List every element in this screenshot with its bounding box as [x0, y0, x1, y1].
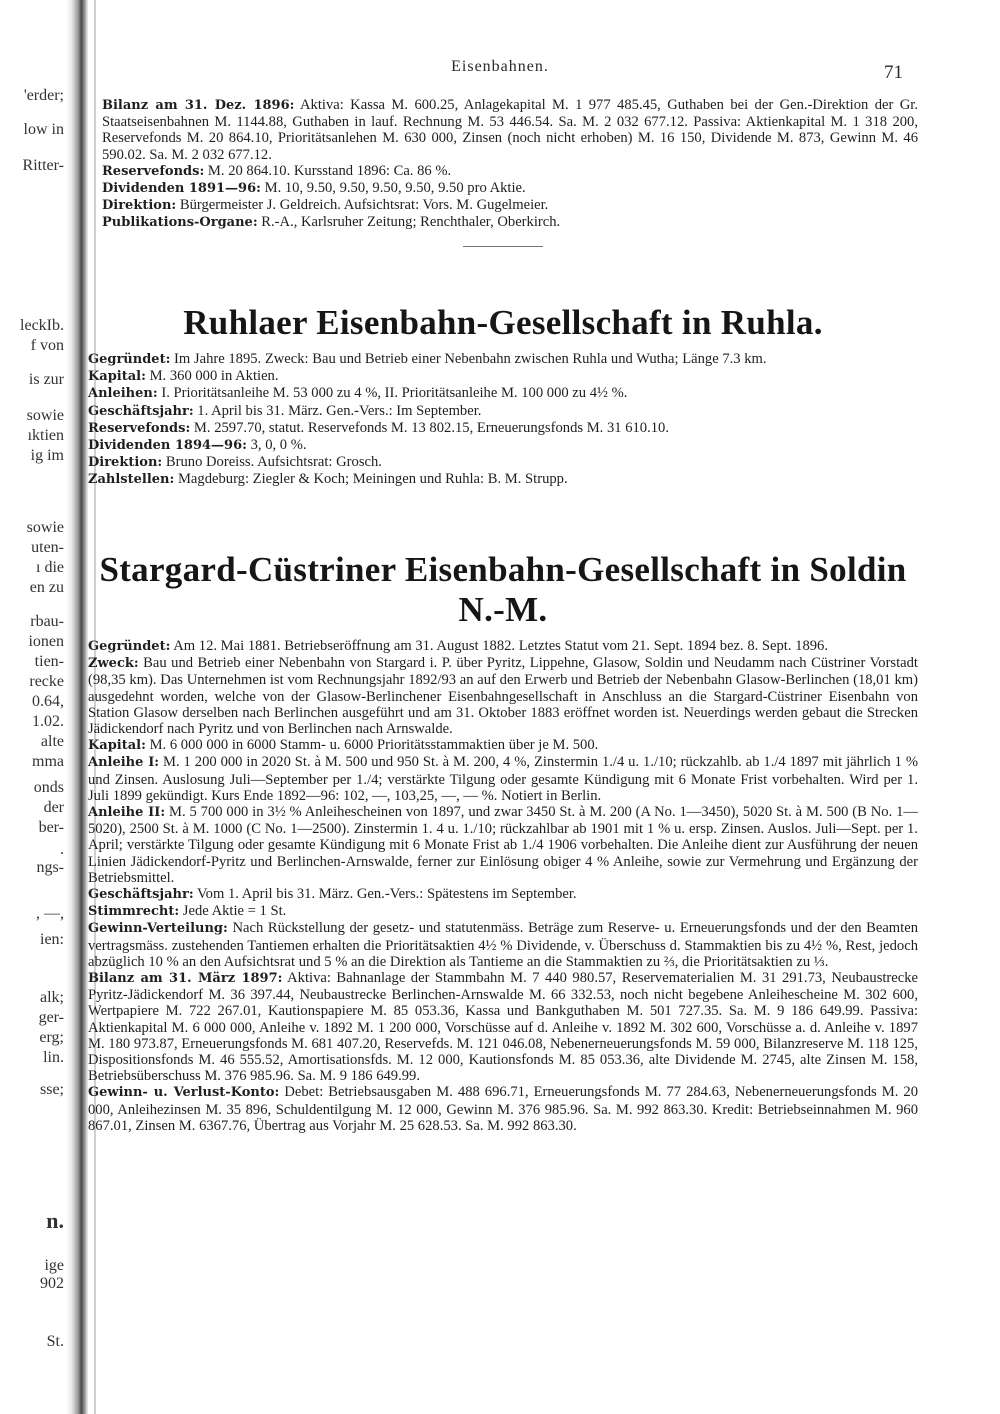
- stimmrecht-3: [88, 903, 918, 920]
- entry-key: Bilanz am 31. Dez. 1896:: [102, 98, 295, 113]
- entry-text: M. 360 000 in Aktien.: [149, 368, 279, 385]
- entry-text: M. 6 000 000 in 6000 Stamm- u. 6000 Prioritätsstammaktien über je M. 500.: [149, 737, 599, 754]
- entry-key: Kapital:: [88, 369, 146, 385]
- facing-page-fragment: uten-: [31, 539, 64, 556]
- facing-page-fragment: 'erder;: [23, 87, 64, 104]
- gegruendet-2: [88, 351, 918, 368]
- facing-page-fragment: der: [43, 799, 64, 816]
- entry-key: Zweck:: [88, 656, 139, 672]
- facing-page-fragment: mma: [32, 753, 64, 770]
- direktion-2: [88, 454, 918, 471]
- anleihe-2-3: [88, 804, 918, 886]
- entry-text: M. 2597.70, statut. Reservefonds M. 13 802.15, Erneuerungsfonds M. 31 610.10.: [193, 419, 669, 436]
- facing-page-fragment: ıktien: [27, 427, 64, 444]
- kapital-2: [88, 368, 918, 385]
- facing-page-fragment: f von: [30, 337, 64, 354]
- entry-text: Debet: Betriebsausgaben M. 488 696.71, Erneuerungsfonds M. 77 284.63, Nebenerneuerungsfonds M. 20 000, Anleihezinsen M. 35 896, Schuldentilgung M. 12 000, Gewinn M. 376 985.96. Sa. M. 992 863.30. Kredit: Betriebseinnahmen M. 960 867.01, Zinsen M. 6367.76, Übertrag aus Vorjahr M. 25 628.53. Sa. M. 992 863.30.: [88, 1084, 918, 1134]
- section-divider: [463, 246, 543, 247]
- entry-key: Dividenden 1894—96:: [88, 438, 247, 454]
- entry-key: Gewinn-Verteilung:: [88, 921, 228, 937]
- entry-text: Im Jahre 1895. Zweck: Bau und Betrieb einer Nebenbahn zwischen Ruhla und Wutha; Länge 7.3 km.: [174, 351, 767, 367]
- facing-page-fragment: tien-: [34, 653, 64, 670]
- reservefonds-2: [88, 420, 918, 437]
- facing-page-fragment: leckIb.: [20, 317, 64, 334]
- dividenden-1: [88, 180, 918, 197]
- entry-key: Anleihe II:: [88, 805, 166, 821]
- facing-page-fragment: low in: [23, 121, 64, 138]
- facing-page-fragment: en zu: [29, 579, 64, 596]
- entry-text: M. 20 864.10. Kursstand 1896: Ca. 86 %.: [207, 162, 452, 179]
- facing-page-fragment: 902: [40, 1275, 64, 1292]
- entry-key: Zahlstellen:: [88, 472, 175, 488]
- facing-page-fragment: onds: [33, 779, 64, 796]
- entry-key: Publikations-Organe:: [102, 215, 258, 231]
- facing-page-fragment: Ritter-: [22, 157, 64, 174]
- facing-page-fragment: recke: [29, 673, 64, 690]
- facing-page-fragment: rbau-: [30, 613, 64, 630]
- geschaeftsjahr-2: [88, 403, 918, 420]
- entry-text: Aktiva: Kassa M. 600.25, Anlagekapital M. 1 977 485.45, Guthaben bei der Gen.-Direktion der Gr. Staatseisenbahnen M. 1144.88, Guthaben in lauf. Rechnung M. 53 446.54. Sa. M. 2 032 677.12. Passiva: Aktienkapital M. 1 318 200, Reservefonds M. 20 864.10, Prioritätsanlehen M. 630 000, Zinsen (noch nicht erhoben) M. 16 150, Dividende M. 873, Gewinn M. 46 590.02. Sa. M. 2 032 677.12.: [102, 97, 918, 163]
- entry-text: M. 5 700 000 in 3½ % Anleihescheinen von 1897, und zwar 3450 St. à M. 200 (A No. 1—3450), 5020 St. à M. 500 (B No. 1—5020), 2500 St. à M. 1000 (C No. 1—2500). Zinstermin 1. 4 u. 1./10; rückzahlbar ab 1901 mit 1 % u. ersp. Zinsen. Auslos. Juli—Sept. per 1. April; verstärkte Tilgung oder gesamte Kündigung mit 6 Monate Frist ab 1./4 1906 vorbehalten. Die Anleihe dient zur Ausführung der neuen Linien Jädickendorf-Pyritz und Berlinchen-Arnswalde, ferner zur Einlösung obiger 4 % Anleihe, sowie zur Vermehrung und Ergänzung der Betriebsmittel.: [88, 804, 918, 886]
- book-gutter: [66, 0, 88, 1414]
- facing-page-fragment: sowie: [26, 519, 64, 536]
- facing-page-fragment: erg;: [39, 1029, 64, 1046]
- entry-text: Magdeburg: Ziegler & Koch; Meiningen und Ruhla: B. M. Strupp.: [177, 471, 568, 488]
- facing-page-fragment: 0.64,: [32, 693, 64, 710]
- facing-page-fragment: sse;: [40, 1081, 64, 1098]
- entry-key: Gegründet:: [88, 639, 171, 654]
- entry-text: Nach Rückstellung der gesetz- und statutenmäss. Beträge zum Reserve- u. Erneuerungsfonds und der den Beamten vertragsmäss. zustehenden Tantiemen erhalten die Prioritätsaktien 4½ % Dividende, v. Überschuss d. Stammaktien bis zu 4½ %, Rest, jedoch abzüglich 10 % an den Aufsichtsrat und 5 % an die Direktion als Tantieme an die Stammaktien zu ⅔, die Prioritätsaktien zu ⅓.: [88, 920, 918, 970]
- entry-text: M. 1 200 000 in 2020 St. à M. 500 und 950 St. à M. 200, 4 %, Zinstermin 1./4 u. 1./10; rückzahlb. ab 1./4 1897 mit jährlich 1 % und Zinsen. Auslosung Juli—September per 1./4; verstärkte Tilgung oder gesamte Kündigung mit 6 Monate Frist vorbehalten. Wird per 1. Juli 1899 gekündigt. Kurs Ende 1892—96: 102, —, 103,25, —, — %. Notiert in Berlin.: [88, 754, 918, 804]
- gewinn-verteilung-3: [88, 920, 918, 970]
- bilanz-1896: [88, 97, 918, 163]
- direktion-1: [88, 197, 918, 214]
- facing-page-fragment: ber-: [38, 819, 64, 836]
- facing-page-fragment: .: [60, 841, 64, 858]
- entry-key: Direktion:: [102, 198, 177, 214]
- gegruendet-3: [88, 638, 918, 655]
- entry-text: I. Prioritätsanleihe M. 53 000 zu 4 %, II. Prioritätsanleihe M. 100 000 zu 4½ %.: [161, 385, 628, 402]
- entry-key: Reservefonds:: [102, 163, 205, 179]
- bilanz-1897: [88, 970, 918, 1084]
- entry-key: Direktion:: [88, 455, 163, 471]
- gewinn-verlust-konto: [88, 1084, 918, 1134]
- entry-key: Reservefonds:: [88, 420, 191, 436]
- section-3-block: [88, 550, 918, 1134]
- facing-page-fragment: ionen: [28, 633, 64, 650]
- section-heading: Stargard-Cüstriner Eisenbahn-Gesellschaft in Soldin N.-M.: [99, 550, 907, 629]
- facing-page-fragment: ger-: [38, 1009, 64, 1026]
- page-number: 71: [884, 62, 903, 83]
- facing-page-fragment: ien:: [40, 931, 64, 948]
- facing-page-fragment: ı die: [36, 559, 64, 576]
- facing-page-fragment: is zur: [28, 371, 64, 388]
- entry-text: Bürgermeister J. Geldreich. Aufsichtsrat: Vors. M. Gugelmeier.: [179, 197, 549, 214]
- reservefonds-1: [88, 163, 918, 180]
- entry-text: Aktiva: Bahnanlage der Stammbahn M. 7 440 980.57, Reservematerialien M. 31 291.73, Neubaustrecke Pyritz-Jädickendorf M. 36 397.44, Neubaustrecke Berlinchen-Arnswalde M. 66 332.53, noch nicht begebene Anleihescheine M. 302 600, Wertpapiere M. 722 267.01, Kautionspapiere M. 85 053.36, Kassa und Bankguthaben M. 501 727.35. Sa. M. 9 186 649.99. Passiva: Aktienkapital M. 6 000 000, Anleihe v. 1892 M. 1 200 000, Vorschüsse auf d. Anleihe v. 1892 M. 302 600, Vorschüsse a. d. Anleihe v. 1897 M. 180 973.87, Erneuerungsfonds M. 681 407.20, Reservefds. M. 121 046.08, Nebenerneuerungsfonds M. 59 000, Bilanzreserve M. 118 125, Dispositionsfonds M. 46 555.52, Amortisationsfds. M. 12 000, Kautionsfonds M. 85 053.36, alte Dividende M. 2745, alte Zinsen M. 158, Betriebsüberschuss M. 376 985.96. Sa. M. 9 186 649.99.: [88, 970, 919, 1085]
- zahlstellen-2: [88, 471, 918, 488]
- zweck-3: [88, 655, 918, 737]
- facing-page-fragment: ngs-: [36, 859, 64, 876]
- entry-key: Geschäftsjahr:: [88, 887, 194, 903]
- facing-page-fragments: [0, 0, 66, 1414]
- geschaeftsjahr-3: [88, 886, 918, 903]
- facing-page-fragment: lin.: [43, 1049, 64, 1066]
- facing-page-fragment: St.: [46, 1333, 64, 1350]
- entry-key: Stimmrecht:: [88, 904, 180, 920]
- publikationsorgane-1: [88, 214, 918, 231]
- kapital-3: [88, 737, 918, 754]
- entry-text: 3, 0, 0 %.: [250, 437, 307, 454]
- entry-key: Dividenden 1891—96:: [102, 181, 261, 197]
- entry-text: Vom 1. April bis 31. März. Gen.-Vers.: Spätestens im September.: [197, 886, 577, 903]
- facing-page-fragment: 1.02.: [32, 713, 64, 730]
- facing-page-fragment: ig im: [30, 447, 64, 464]
- entry-text: M. 10, 9.50, 9.50, 9.50, 9.50, 9.50 pro Aktie.: [264, 180, 526, 197]
- section-heading: Ruhlaer Eisenbahn-Gesellschaft in Ruhla.: [183, 303, 823, 342]
- entry-text: Bruno Doreiss. Aufsichtsrat: Grosch.: [165, 454, 382, 471]
- entry-key: Gewinn- u. Verlust-Konto:: [88, 1085, 280, 1101]
- running-title: Eisenbahnen.: [451, 58, 549, 75]
- entry-key: Anleihen:: [88, 386, 158, 402]
- entry-key: Kapital:: [88, 738, 146, 754]
- dividenden-2: [88, 437, 918, 454]
- anleihen-2: [88, 385, 918, 402]
- entry-key: Bilanz am 31. März 1897:: [88, 971, 283, 987]
- entry-text: Am 12. Mai 1881. Betriebseröffnung am 31. August 1882. Letztes Statut vom 21. Sept. 1894 bez. 8. Sept. 1896.: [173, 638, 828, 654]
- facing-page-fragment: sowie: [26, 407, 64, 424]
- entry-text: 1. April bis 31. März. Gen.-Vers.: Im September.: [197, 402, 482, 419]
- entry-text: R.-A., Karlsruher Zeitung; Renchthaler, Oberkirch.: [261, 214, 561, 231]
- entry-text: Bau und Betrieb einer Nebenbahn von Stargard i. P. über Pyritz, Lippehne, Glasow, Soldin und Neudamm nach Cüstriner Vorstadt (98,35 km). Das Unternehmen ist vom Rechnungsjahr 1892/93 an auf den Erwerb und Betrieb der Nebenbahn Glasow-Berlinchen (18,01 km) ausgedehnt worden, welche von der Glasow-Berlinchener Eisenbahngesellschaft in Anschluss an die Stargard-Cüstriner Eisenbahn von Station Glasow derselben nach Berlinchen ausgeführt und am 31. Oktober 1883 eröffnet worden ist. Neuerdings werden gebaut die Strecken Jädickendorf nach Pyritz und von Berlinchen nach Arnswalde.: [88, 655, 918, 738]
- anleihe-1-3: [88, 754, 918, 804]
- facing-page-fragment: alk;: [40, 989, 64, 1006]
- facing-page-fragment: , —,: [36, 905, 64, 922]
- entry-key: Geschäftsjahr:: [88, 403, 194, 419]
- section-2-block: [88, 303, 918, 489]
- facing-page-fragment: alte: [40, 733, 64, 750]
- entry-text: Jede Aktie = 1 St.: [182, 903, 287, 920]
- entry-key: Gegründet:: [88, 352, 171, 367]
- entry-key: Anleihe I:: [88, 755, 160, 771]
- facing-page-fragment: ige: [44, 1257, 64, 1274]
- section-1-block: [88, 97, 918, 247]
- facing-page-fragment: n.: [46, 1208, 64, 1233]
